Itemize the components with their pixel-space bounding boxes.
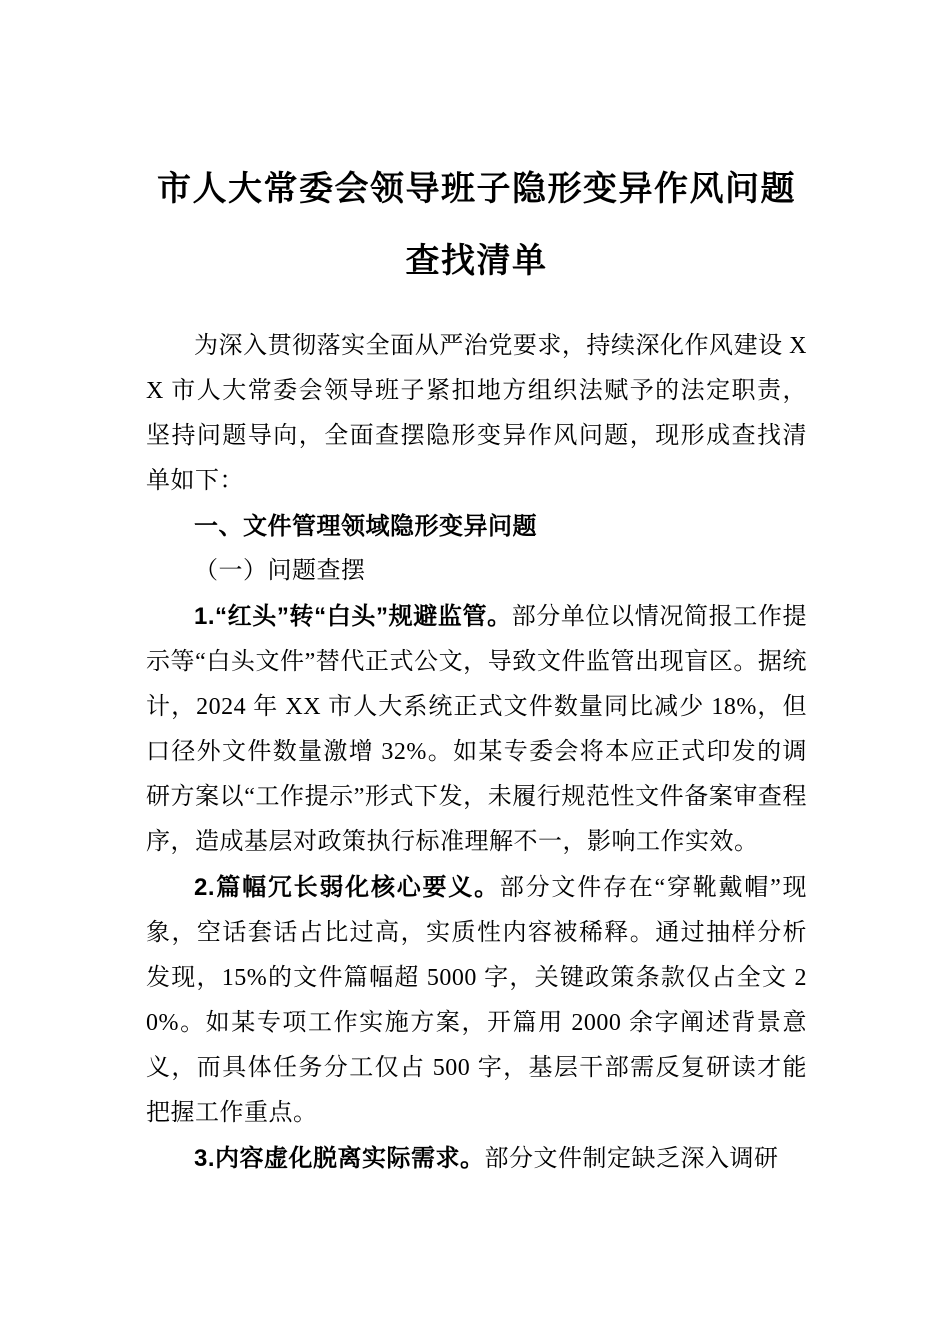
document-title-line-2: 查找清单 [405, 243, 548, 280]
item-1-lead: 1.“红头”转“白头”规避监管。 [194, 603, 512, 630]
item-2-body: 部分文件存在“穿靴戴帽”现象，空话套话占比过高，实质性内容被稀释。通过抽样分析发现，15%的文件篇幅超 5000 字，关键政策条款仅占全文 20%。如某专项工作实施方案，开篇用 2000 余字阐述背景意义，而具体任务分工仅占 500 字，基层干部需反复研读才能把握工作重点。 [146, 875, 807, 1126]
intro-paragraph: 为深入贯彻落实全面从严治党要求，持续深化作风建设 XX 市人大常委会领导班子紧扣地方组织法赋予的法定职责，坚持问题导向，全面查摆隐形变异作风问题，现形成查找清单如下： [146, 333, 807, 494]
subsection-heading: （一）问题查摆 [194, 558, 366, 584]
item-paragraph-1 [146, 594, 807, 865]
document-title-line-1: 市人大常委会领导班子隐形变异作风问题 [157, 171, 796, 208]
item-2-lead: 2.篇幅冗长弱化核心要义。 [194, 874, 500, 901]
section-heading: 一、文件管理领域隐形变异问题 [194, 513, 537, 540]
document-title [146, 154, 807, 298]
item-3-lead: 3.内容虚化脱离实际需求。 [194, 1145, 485, 1172]
item-paragraph-3 [146, 1136, 807, 1182]
item-paragraph-2 [146, 865, 807, 1136]
item-1-body: 部分单位以情况简报工作提示等“白头文件”替代正式公文，导致文件监管出现盲区。据统计，2024 年 XX 市人大系统正式文件数量同比减少 18%，但口径外文件数量激增 32%。如某专委会将本应正式印发的调研方案以“工作提示”形式下发，未履行规范性文件备案审查程序，造成基层对政策执行标准理解不一，影响工作实效。 [146, 604, 807, 855]
item-3-body: 部分文件制定缺乏深入调研 [484, 1146, 779, 1172]
